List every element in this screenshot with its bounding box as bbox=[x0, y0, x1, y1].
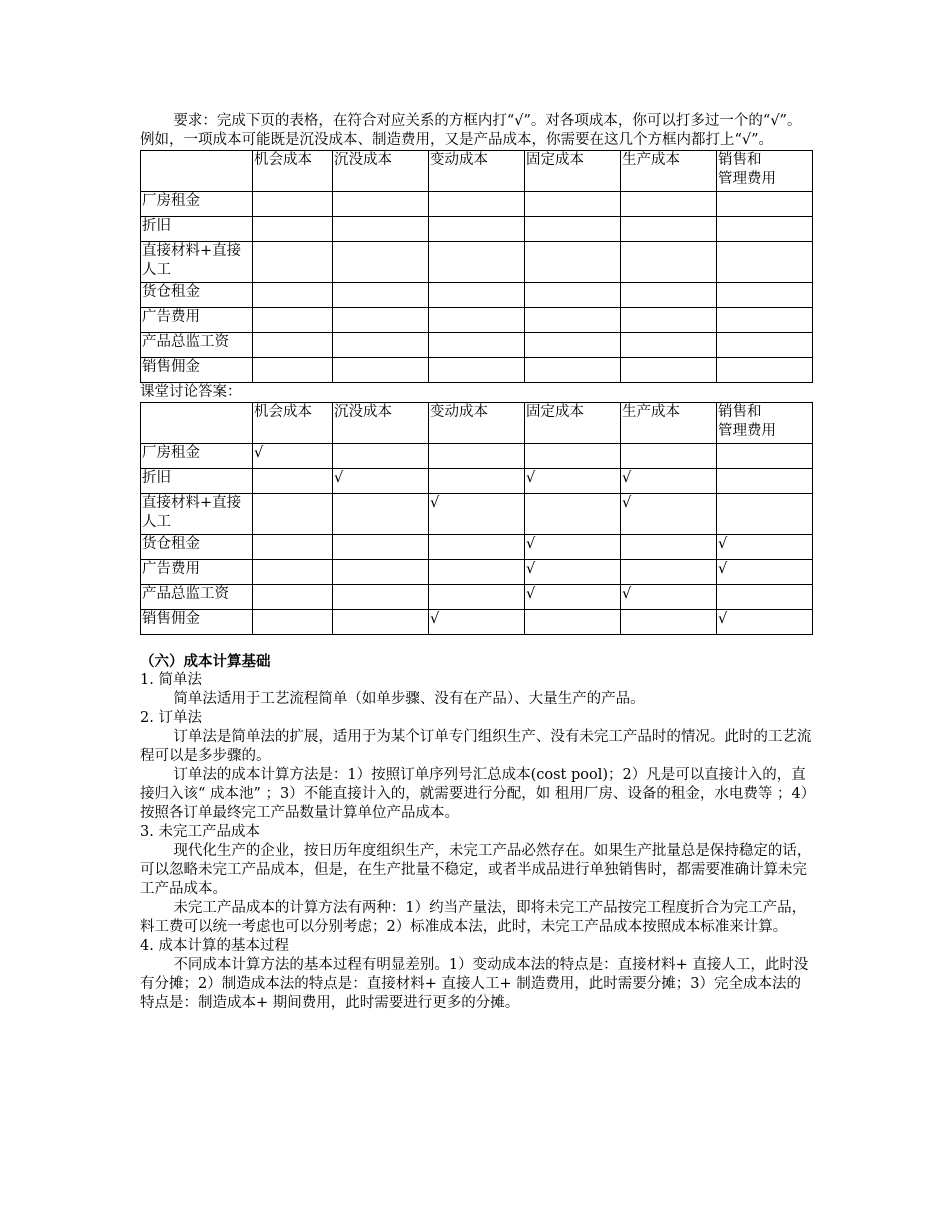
row-label: 货仓租金 bbox=[141, 283, 253, 308]
answer-cell bbox=[333, 585, 429, 610]
table-row bbox=[141, 535, 813, 560]
blank-cell bbox=[429, 217, 525, 242]
s3-title: 3. 未完工产品成本 bbox=[140, 824, 260, 840]
header-cell: 固定成本 bbox=[525, 151, 621, 192]
answer-cell: √ bbox=[525, 560, 621, 585]
table-row bbox=[141, 192, 813, 217]
answer-cell: √ bbox=[429, 610, 525, 635]
answer-cell bbox=[621, 560, 717, 585]
answer-cell: √ bbox=[621, 469, 717, 494]
blank-cell bbox=[621, 192, 717, 217]
blank-cell bbox=[717, 308, 813, 333]
answer-cell bbox=[333, 610, 429, 635]
table-row bbox=[141, 242, 813, 283]
table-row bbox=[141, 560, 813, 585]
header-cell: 销售和 管理费用 bbox=[717, 403, 813, 444]
blank-cell bbox=[429, 333, 525, 358]
s4-paragraph: 不同成本计算方法的基本过程有明显差别。1）变动成本法的特点是：直接材料+ 直接人工，此时没有分摊；2）制造成本法的特点是：直接材料+ 直接人工+ 制造费用，此时需要分摊；3）完全成本法的特点是：制造成本+ 期间费用，此时需要进行更多的分摊。 bbox=[140, 957, 809, 1011]
blank-cell bbox=[253, 217, 333, 242]
blank-cell bbox=[333, 192, 429, 217]
answer-cell: √ bbox=[717, 535, 813, 560]
answer-cell bbox=[525, 444, 621, 469]
answer-cell bbox=[333, 494, 429, 535]
intro-paragraph: 要求：完成下页的表格，在符合对应关系的方框内打“√”。对各项成本，你可以打多过一个的“√”。例如，一项成本可能既是沉没成本、制造费用，又是产品成本，你需要在这几个方框内都打上“√”。 bbox=[140, 113, 802, 148]
header-cell: 变动成本 bbox=[429, 403, 525, 444]
answer-cell: √ bbox=[621, 494, 717, 535]
answer-cell bbox=[253, 535, 333, 560]
header-cell: 生产成本 bbox=[621, 403, 717, 444]
row-label: 直接材料+直接人工 bbox=[141, 242, 253, 283]
header-cell: 沉没成本 bbox=[333, 151, 429, 192]
blank-cell bbox=[429, 308, 525, 333]
answer-cell: √ bbox=[525, 585, 621, 610]
table-row bbox=[141, 444, 813, 469]
blank-cell bbox=[333, 358, 429, 383]
row-label: 货仓租金 bbox=[141, 535, 253, 560]
answer-cell: √ bbox=[333, 469, 429, 494]
blank-cell bbox=[525, 217, 621, 242]
answer-cell bbox=[429, 444, 525, 469]
answer-cell bbox=[525, 610, 621, 635]
blank-cell bbox=[253, 358, 333, 383]
answer-cell bbox=[717, 585, 813, 610]
blank-cell bbox=[621, 242, 717, 283]
answer-cell bbox=[429, 469, 525, 494]
blank-cell bbox=[621, 217, 717, 242]
header-cell: 销售和 管理费用 bbox=[717, 151, 813, 192]
header-cell: 机会成本 bbox=[253, 151, 333, 192]
row-label: 广告费用 bbox=[141, 560, 253, 585]
header-cell: 沉没成本 bbox=[333, 403, 429, 444]
blank-cell bbox=[717, 358, 813, 383]
blank-cell bbox=[525, 358, 621, 383]
answer-cell bbox=[525, 494, 621, 535]
table-row bbox=[141, 308, 813, 333]
row-label: 厂房租金 bbox=[141, 192, 253, 217]
header-cell: 生产成本 bbox=[621, 151, 717, 192]
s1-title: 1. 简单法 bbox=[140, 672, 202, 688]
blank-cell bbox=[333, 217, 429, 242]
header-row bbox=[141, 403, 813, 444]
blank-cell bbox=[717, 192, 813, 217]
blank-cell bbox=[621, 308, 717, 333]
answer-cell: √ bbox=[525, 469, 621, 494]
s3-paragraph-2: 未完工产品成本的计算方法有两种：1）约当产量法，即将未完工产品按完工程度折合为完工产品，料工费可以统一考虑也可以分别考虑；2）标准成本法，此时，未完工产品成本按照成本标准来计算。 bbox=[140, 900, 807, 935]
blank-cell bbox=[621, 283, 717, 308]
answer-cell: √ bbox=[253, 444, 333, 469]
answer-cell: √ bbox=[621, 585, 717, 610]
answer-cell bbox=[621, 535, 717, 560]
table-row bbox=[141, 217, 813, 242]
blank-cell bbox=[253, 283, 333, 308]
answer-cell bbox=[717, 444, 813, 469]
blank-cell bbox=[717, 242, 813, 283]
blank-cell bbox=[253, 333, 333, 358]
blank-cell bbox=[717, 217, 813, 242]
row-label: 销售佣金 bbox=[141, 358, 253, 383]
table-row bbox=[141, 283, 813, 308]
answer-cell bbox=[717, 494, 813, 535]
row-label: 折旧 bbox=[141, 217, 253, 242]
answer-cell bbox=[621, 610, 717, 635]
blank-cell bbox=[333, 308, 429, 333]
s2-title: 2. 订单法 bbox=[140, 710, 202, 726]
s2-paragraph-1: 订单法是简单法的扩展，适用于为某个订单专门组织生产、没有未完工产品时的情况。此时的工艺流程可以是多步骤的。 bbox=[140, 729, 812, 764]
s2-paragraph-2: 订单法的成本计算方法是：1）按照订单序列号汇总成本(cost pool)；2）凡是可以直接计入的，直接归入该“ 成本池” ；3）不能直接计入的，就需要进行分配，如 租用厂房、设备的租金，水电费等 ；4）按照各订单最终完工产品数量计算单位产品成本。 bbox=[140, 767, 808, 821]
blank-cell bbox=[525, 242, 621, 283]
blank-cell bbox=[333, 242, 429, 283]
answer-cell bbox=[333, 535, 429, 560]
row-label: 产品总监工资 bbox=[141, 585, 253, 610]
blank-cell bbox=[429, 242, 525, 283]
answer-cell bbox=[253, 585, 333, 610]
row-label: 直接材料+直接人工 bbox=[141, 494, 253, 535]
blank-cell bbox=[429, 358, 525, 383]
table-row bbox=[141, 358, 813, 383]
header-cell: 机会成本 bbox=[253, 403, 333, 444]
blank-cell bbox=[717, 333, 813, 358]
answer-cell bbox=[253, 469, 333, 494]
answer-cell bbox=[621, 444, 717, 469]
row-label: 销售佣金 bbox=[141, 610, 253, 635]
answer-cell bbox=[253, 494, 333, 535]
blank-cell bbox=[253, 242, 333, 283]
blank-cell bbox=[525, 308, 621, 333]
document-page bbox=[140, 112, 812, 1013]
row-label: 广告费用 bbox=[141, 308, 253, 333]
blank-cell bbox=[253, 308, 333, 333]
answer-cell bbox=[429, 535, 525, 560]
table-row bbox=[141, 333, 813, 358]
row-label: 折旧 bbox=[141, 469, 253, 494]
s4-title: 4. 成本计算的基本过程 bbox=[140, 938, 289, 954]
answer-cell bbox=[717, 469, 813, 494]
answer-cell: √ bbox=[717, 610, 813, 635]
header-cell: 变动成本 bbox=[429, 151, 525, 192]
header-cell bbox=[141, 403, 253, 444]
table-row bbox=[141, 585, 813, 610]
header-cell: 固定成本 bbox=[525, 403, 621, 444]
answer-cell bbox=[253, 560, 333, 585]
blank-cell bbox=[333, 283, 429, 308]
header-cell bbox=[141, 151, 253, 192]
answer-cell: √ bbox=[525, 535, 621, 560]
answer-cell bbox=[253, 610, 333, 635]
section-title: （六）成本计算基础 bbox=[140, 653, 271, 670]
blank-cell bbox=[621, 358, 717, 383]
blank-cell bbox=[253, 192, 333, 217]
blank-cost-table bbox=[140, 150, 813, 383]
blank-cell bbox=[429, 192, 525, 217]
blank-cell bbox=[333, 333, 429, 358]
s1-paragraph: 简单法适用于工艺流程简单（如单步骤、没有在产品）、大量生产的产品。 bbox=[173, 691, 645, 707]
header-row bbox=[141, 151, 813, 192]
row-label: 厂房租金 bbox=[141, 444, 253, 469]
answer-cell bbox=[333, 560, 429, 585]
answer-cell bbox=[429, 560, 525, 585]
blank-cell bbox=[525, 333, 621, 358]
answer-cell bbox=[429, 585, 525, 610]
s3-paragraph-1: 现代化生产的企业，按日历年度组织生产，未完工产品必然存在。如果生产批量总是保持稳定的话，可以忽略未完工产品成本，但是，在生产批量不稳定，或者半成品进行单独销售时，都需要准确计算未完工产品成本。 bbox=[140, 843, 812, 897]
table-row bbox=[141, 610, 813, 635]
answer-cost-table bbox=[140, 402, 813, 635]
blank-cell bbox=[525, 283, 621, 308]
answer-cell: √ bbox=[717, 560, 813, 585]
answer-caption: 课堂讨论答案： bbox=[140, 384, 242, 400]
answer-cell: √ bbox=[429, 494, 525, 535]
blank-cell bbox=[525, 192, 621, 217]
row-label: 产品总监工资 bbox=[141, 333, 253, 358]
blank-cell bbox=[717, 283, 813, 308]
blank-cell bbox=[621, 333, 717, 358]
table-row bbox=[141, 494, 813, 535]
answer-cell bbox=[333, 444, 429, 469]
blank-cell bbox=[429, 283, 525, 308]
table-row bbox=[141, 469, 813, 494]
